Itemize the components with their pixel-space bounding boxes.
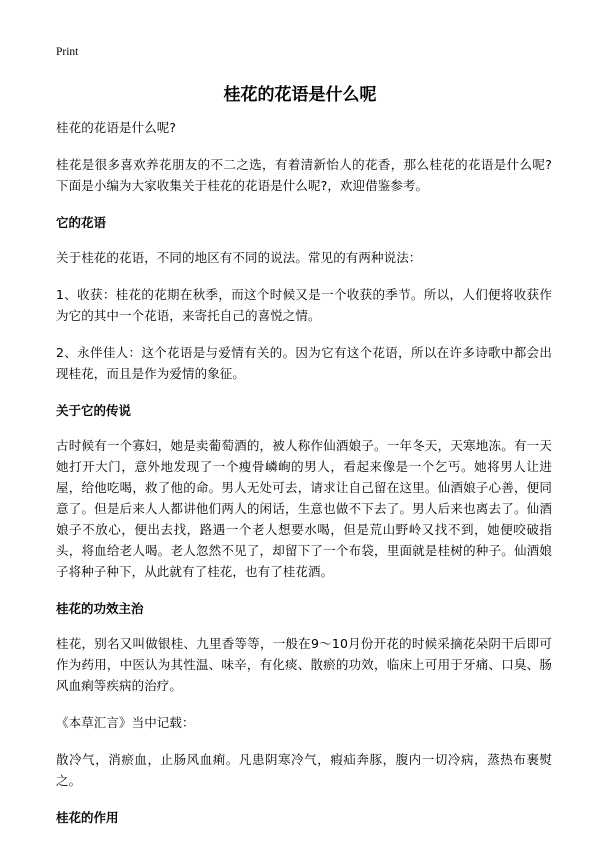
paragraph: 散冷气，消瘀血，止肠风血痢。凡患阴寒冷气，瘕疝奔豚，腹内一切冷病，蒸热布裹熨之。 xyxy=(56,752,552,788)
paragraph: 桂花，别名又叫做银桂、九里香等等，一般在9～10月份开花的时候采摘花朵阴干后即可作为药用，中医认为其性温、味辛，有化痰、散瘀的功效，临床上可用于牙痛、口臭、肠风血痢等疾病的治疗。 xyxy=(56,636,552,693)
paragraph: 1、收获：桂花的花期在秋季，而这个时候又是一个收获的季节。所以，人们便将收获作为它的其中一个花语，来寄托自己的喜悦之情。 xyxy=(56,287,552,323)
section-heading-efficacy: 桂花的功效主治 xyxy=(56,601,144,616)
paragraph: 2、永伴佳人：这个花语是与爱情有关的。因为它有这个花语，所以在许多诗歌中都会出现桂花，而且是作为爱情的象征。 xyxy=(56,345,552,381)
section-heading-legend: 关于它的传说 xyxy=(56,403,132,418)
article-subtitle: 桂花的花语是什么呢? xyxy=(56,120,177,135)
paragraph: 古时候有一个寡妇，她是卖葡萄酒的，被人称作仙酒娘子。一年冬天，天寒地冻。有一天她打开大门，意外地发现了一个瘦骨嶙峋的男人，看起来像是一个乞丐。她将男人让进屋，给他吃喝，救了他的命。男人无处可去，请求让自己留在这里。仙酒娘子心善，便同意了。但是后来人人都讲他们两人的闲话，生意也做不下去了。男人后来也离去了。仙酒娘子不放心，便出去找，路遇一个老人想要水喝，但是荒山野岭又找不到，她便咬破指头，将血给老人喝。老人忽然不见了，却留下了一个布袋，里面就是桂树的种子。仙酒娘子将种子种下，从此就有了桂花，也有了桂花酒。 xyxy=(56,438,552,579)
article-intro: 桂花是很多喜欢养花朋友的不二之选，有着清新怡人的花香，那么桂花的花语是什么呢?下面是小编为大家收集关于桂花的花语是什么呢?，欢迎借鉴参考。 xyxy=(56,157,552,193)
section-heading-uses: 桂花的作用 xyxy=(56,810,119,825)
page-title: 桂花的花语是什么呢 xyxy=(223,85,377,105)
paragraph: 关于桂花的花语，不同的地区有不同的说法。常见的有两种说法： xyxy=(56,250,422,265)
article-body xyxy=(56,117,552,842)
section-heading-flower-language: 它的花语 xyxy=(56,215,107,230)
paragraph: 《本草汇言》当中记载： xyxy=(56,715,195,730)
print-label: Print xyxy=(56,46,79,58)
